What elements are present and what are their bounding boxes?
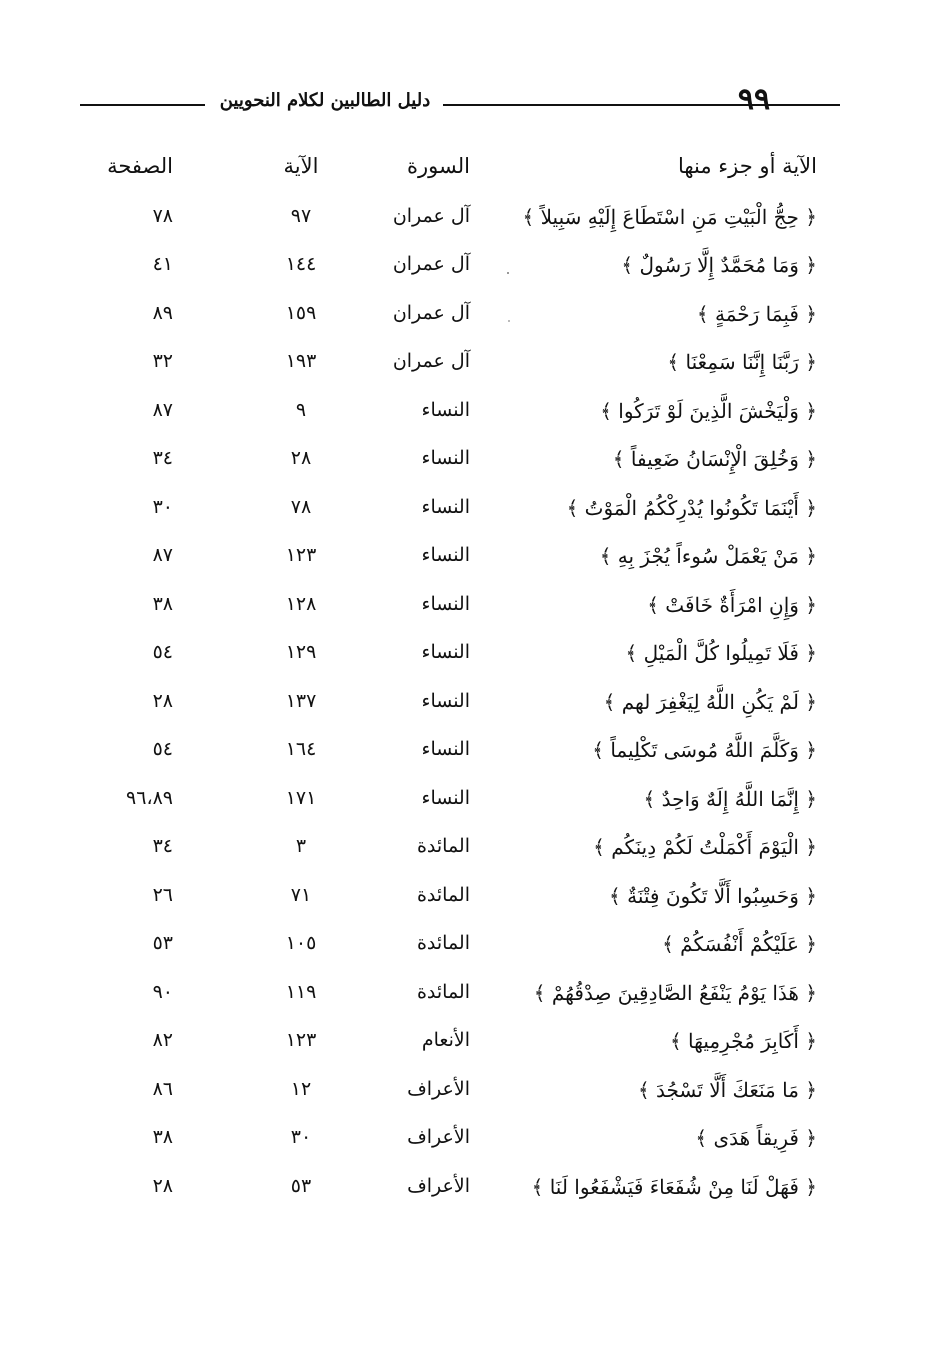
table-row <box>0 391 933 440</box>
verse-cell: ﴿ وَمَا مُحَمَّدٌ إِلَّا رَسُولٌ ﴾ <box>621 253 817 277</box>
page-cell: ٣٠ <box>152 495 173 518</box>
verse-cell: ﴿ فَلَا تَمِيلُوا كُلَّ الْمَيْلِ ﴾ <box>625 641 817 665</box>
ayah-cell: ١٧١ <box>285 786 317 809</box>
surah-cell: النساء <box>421 592 470 615</box>
surah-cell: النساء <box>421 495 470 518</box>
ayah-cell: ١٤٤ <box>285 253 317 275</box>
surah-cell: المائدة <box>416 883 470 906</box>
surah-cell: النساء <box>421 447 470 469</box>
verse-cell: ﴿ فَبِمَا رَحْمَةٍ ﴾ <box>696 301 817 326</box>
surah-cell: المائدة <box>416 980 470 1003</box>
ayah-cell: ٢٨ <box>290 447 312 469</box>
ayah-cell: ٧١ <box>290 883 312 906</box>
verse-cell: ﴿ وَإِنِ امْرَأَةٌ خَافَتْ ﴾ <box>647 592 817 617</box>
verse-cell: ﴿ وَحَسِبُوا أَلَّا تَكُونَ فِتْنَةٌ ﴾ <box>609 883 817 908</box>
ayah-cell: ٥٣ <box>290 1174 312 1197</box>
header-rule <box>80 104 205 106</box>
table-row <box>0 730 933 779</box>
verse-cell: ﴿ حِجُّ الْبَيْتِ مَنِ اسْتَطَاعَ إِلَيْهِ سَبِيلاً ﴾ <box>522 204 817 229</box>
page-cell: ٨٧ <box>152 398 173 421</box>
table-row <box>0 973 933 1022</box>
surah-cell: النساء <box>421 786 470 809</box>
page-cell: ٨٧ <box>152 544 173 566</box>
verse-cell: ﴿ أَكَابِرَ مُجْرِمِيهَا ﴾ <box>669 1029 817 1053</box>
verse-cell: ﴿ الْيَوْمَ أَكْمَلْتُ لَكُمْ دِينَكُم ﴾ <box>593 835 817 859</box>
table-row <box>0 294 933 343</box>
verse-index-table <box>0 148 933 1215</box>
page-cell: ٥٤ <box>152 641 173 663</box>
table-row <box>0 1070 933 1119</box>
surah-cell: النساء <box>421 398 470 421</box>
table-row <box>0 633 933 682</box>
ayah-cell: ١٢ <box>290 1077 312 1100</box>
page-number: ٩٩ <box>737 82 771 117</box>
page-cell: ٢٨ <box>152 689 173 712</box>
verse-cell: ﴿ أَيْنَمَا تَكُونُوا يُدْرِكْكُمُ الْمَوْتُ ﴾ <box>566 495 817 520</box>
surah-cell: آل عمران <box>392 204 470 227</box>
verse-cell: ﴿ وَلْيَخْشَ الَّذِينَ لَوْ تَرَكُوا ﴾ <box>600 398 817 423</box>
surah-cell: آل عمران <box>392 350 470 372</box>
table-row <box>0 197 933 246</box>
table-header-row <box>0 148 933 197</box>
column-header-verse: الآية أو جزء منها <box>677 154 817 178</box>
verse-cell: ﴿ إِنَّمَا اللَّهُ إِلَهٌ وَاحِدٌ ﴾ <box>643 786 817 811</box>
verse-cell: ﴿ وَخُلِقَ الْإِنْسَانُ ضَعِيفاً ﴾ <box>612 447 817 471</box>
surah-cell: النساء <box>421 689 470 712</box>
surah-cell: المائدة <box>416 835 470 857</box>
table-row <box>0 342 933 391</box>
ayah-cell: ٩ <box>295 398 307 421</box>
verse-cell: ﴿ لَمْ يَكُنِ اللَّهُ لِيَغْفِرَ لهم ﴾ <box>603 689 817 714</box>
table-row <box>0 1118 933 1167</box>
table-row <box>0 827 933 876</box>
ayah-cell: ١٣٧ <box>285 689 317 712</box>
ayah-cell: ١٢٨ <box>285 592 317 615</box>
page-cell: ٥٤ <box>152 738 173 760</box>
table-row <box>0 1021 933 1070</box>
table-row <box>0 488 933 537</box>
column-header-page: الصفحة <box>107 154 173 178</box>
surah-cell: آل عمران <box>392 301 470 324</box>
page-cell: ٧٨ <box>152 204 173 227</box>
ayah-cell: ١٢٣ <box>285 544 317 566</box>
surah-cell: النساء <box>421 641 470 663</box>
verse-cell: ﴿ فَرِيقاً هَدَى ﴾ <box>695 1126 817 1150</box>
page-cell: ٢٦ <box>152 883 173 906</box>
ayah-cell: ١٦٤ <box>285 738 317 760</box>
table-row <box>0 245 933 294</box>
table-row <box>0 585 933 634</box>
ayah-cell: ١٢٣ <box>285 1029 317 1051</box>
page-cell: ٨٢ <box>152 1029 173 1051</box>
table-row <box>0 876 933 925</box>
verse-cell: ﴿ مَنْ يَعْمَلْ سُوءاً يُجْزَ بِهِ ﴾ <box>599 544 817 568</box>
verse-cell: ﴿ فَهَلْ لَنَا مِنْ شُفَعَاءَ فَيَشْفَعُوا لَنَا ﴾ <box>531 1174 817 1199</box>
surah-cell: آل عمران <box>392 253 470 275</box>
page-cell: ٨٩ <box>152 301 173 324</box>
page-cell: ٨٦ <box>152 1077 173 1100</box>
verse-cell: ﴿ عَلَيْكُمْ أَنْفُسَكُمْ ﴾ <box>662 932 817 956</box>
header-rule <box>785 104 840 106</box>
verse-cell: ﴿ مَا مَنَعَكَ أَلَّا تَسْجُدَ ﴾ <box>637 1077 817 1102</box>
surah-cell: المائدة <box>416 932 470 954</box>
page-cell: ٣٨ <box>152 592 173 615</box>
ayah-cell: ٣ <box>295 835 307 857</box>
table-row <box>0 536 933 585</box>
page-cell: ٩٦،٨٩ <box>126 786 173 809</box>
table-row <box>0 439 933 488</box>
surah-cell: الأعراف <box>407 1126 470 1148</box>
page-cell: ٣٤ <box>152 835 173 857</box>
ayah-cell: ٧٨ <box>290 495 312 518</box>
table-row <box>0 779 933 828</box>
page-cell: ٣٢ <box>152 350 173 372</box>
page-cell: ٢٨ <box>152 1174 173 1197</box>
table-row <box>0 924 933 973</box>
table-row <box>0 682 933 731</box>
surah-cell: الأعراف <box>407 1174 470 1197</box>
verse-cell: ﴿ هَذَا يَوْمُ يَنْفَعُ الصَّادِقِينَ صِدْقُهُمْ ﴾ <box>533 980 817 1005</box>
ayah-cell: ٩٧ <box>290 204 312 227</box>
ayah-cell: ١١٩ <box>285 980 317 1003</box>
page-cell: ٣٨ <box>152 1126 173 1148</box>
ayah-cell: ٣٠ <box>290 1126 312 1148</box>
page-cell: ٤١ <box>152 253 173 275</box>
table-row <box>0 1167 933 1216</box>
ayah-cell: ١٢٩ <box>285 641 317 663</box>
page-header <box>80 82 840 132</box>
page-cell: ٣٤ <box>152 447 173 469</box>
running-title: دليل الطالبين لكلام النحويين <box>219 90 431 111</box>
surah-cell: الأنعام <box>421 1029 470 1051</box>
surah-cell: النساء <box>421 738 470 760</box>
verse-cell: ﴿ وَكَلَّمَ اللَّهُ مُوسَى تَكْلِيماً ﴾ <box>592 738 817 762</box>
column-header-ayah: الآية <box>283 154 319 178</box>
ayah-cell: ١٠٥ <box>285 932 317 954</box>
column-header-surah: السورة <box>407 154 470 178</box>
page-cell: ٩٠ <box>152 980 173 1003</box>
page-cell: ٥٣ <box>152 932 173 954</box>
surah-cell: النساء <box>421 544 470 566</box>
ayah-cell: ١٥٩ <box>285 301 317 324</box>
surah-cell: الأعراف <box>407 1077 470 1100</box>
table-body <box>0 197 933 1216</box>
ayah-cell: ١٩٣ <box>285 350 317 372</box>
verse-cell: ﴿ رَبَّنَا إِنَّنَا سَمِعْنَا ﴾ <box>667 350 817 374</box>
